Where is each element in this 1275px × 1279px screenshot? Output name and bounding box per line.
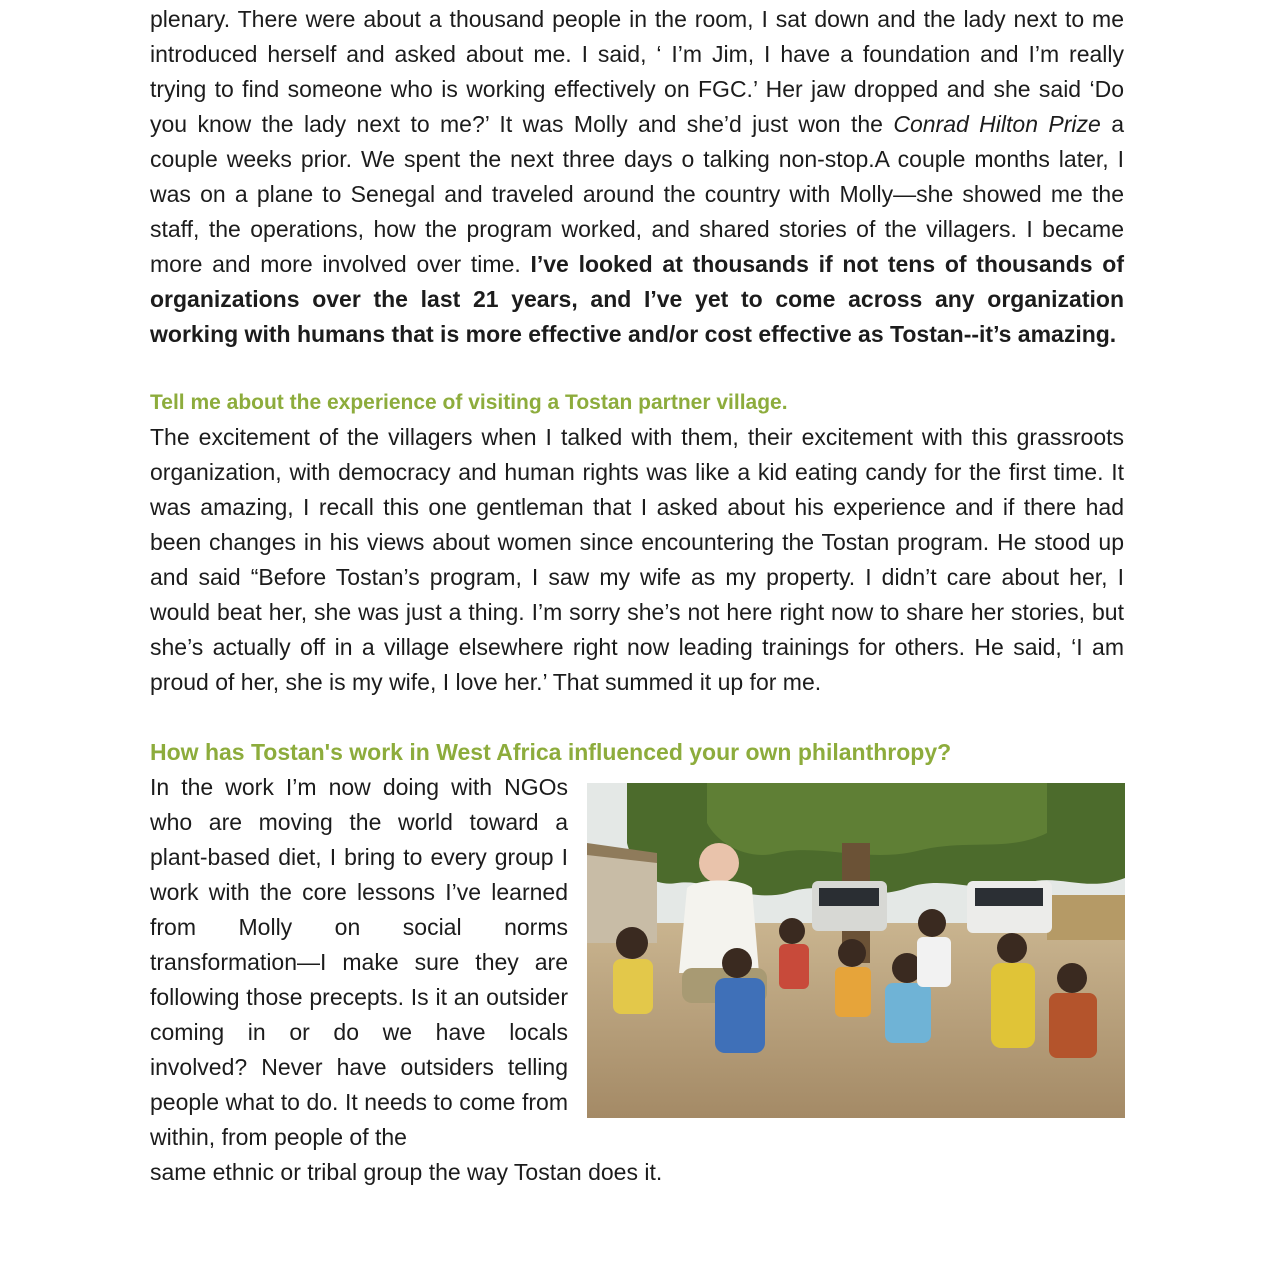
answer-village-visit: The excitement of the villagers when I talked with them, their excitement with this grassroots organization, with democracy and human rights was like a kid eating candy for the first time. It was amazing, I recall this one gentleman that I asked about his experience and if there had been changes in his views about women since encountering the Tostan program. He stood up and said “Before Tostan’s program, I saw my wife as my property. I didn’t care about her, I would beat her, she was just a thing. I’m sorry she’s not here right now to share her stories, but she’s actually off in a village elsewhere right now leading trainings for others. He said, ‘I am proud of her, she is my wife, I love her.’ That summed it up for me. [150,424,1124,695]
prize-name: Conrad Hilton Prize [893,111,1101,137]
spacer [150,352,1124,386]
answer-philanthropy-wrapped: In the work I’m now doing with NGOs who are moving the world toward a plant-based diet, I bring to every group I work with the core lessons I’ve learned from Molly on social norms transformation—I make sure they are following those precepts. Is it an outsider coming in or do we have locals involved? Never have outsiders telling people what to do. It needs to come from within, from people of the [150,774,568,1150]
question-heading-village-visit: Tell me about the experience of visiting a Tostan partner village. [150,391,788,414]
intro-text-middle: a couple weeks prior. We spent the next three days o talking non-stop.A couple months later, I was on a plane to Senegal and traveled around the country with Molly—she showed me the staff, the operations, how the program worked, and shared stories of the villagers. I became more and more involved over time. [150,111,1124,277]
article-page [150,2,1124,1190]
answer-with-photo [150,770,1124,1190]
intro-text-start: plenary. There were about a thousand people in the room, I sat down and the lady next to me introduced herself and asked about me. I said, ‘ I’m Jim, I have a foundation and I’m really trying to find someone who is working effectively on FGC.’ Her jaw dropped and she said ‘Do you know the lady next to me?’ It was Molly and she’d just won the [150,6,1124,137]
intro-paragraph [150,2,1124,352]
highlighted-quote: I’ve looked at thousands if not tens of thousands of organizations over the last 21 years, and I’ve yet to come across any organization working with humans that is more effective and/or cost effective as Tostan--it’s amazing. [150,251,1124,347]
question-heading-philanthropy: How has Tostan's work in West Africa influenced your own philanthropy? [150,739,952,765]
spacer [150,700,1124,734]
answer-philanthropy-last-line: same ethnic or tribal group the way Tostan does it. [150,1159,663,1185]
village-children-photo [587,783,1125,1118]
